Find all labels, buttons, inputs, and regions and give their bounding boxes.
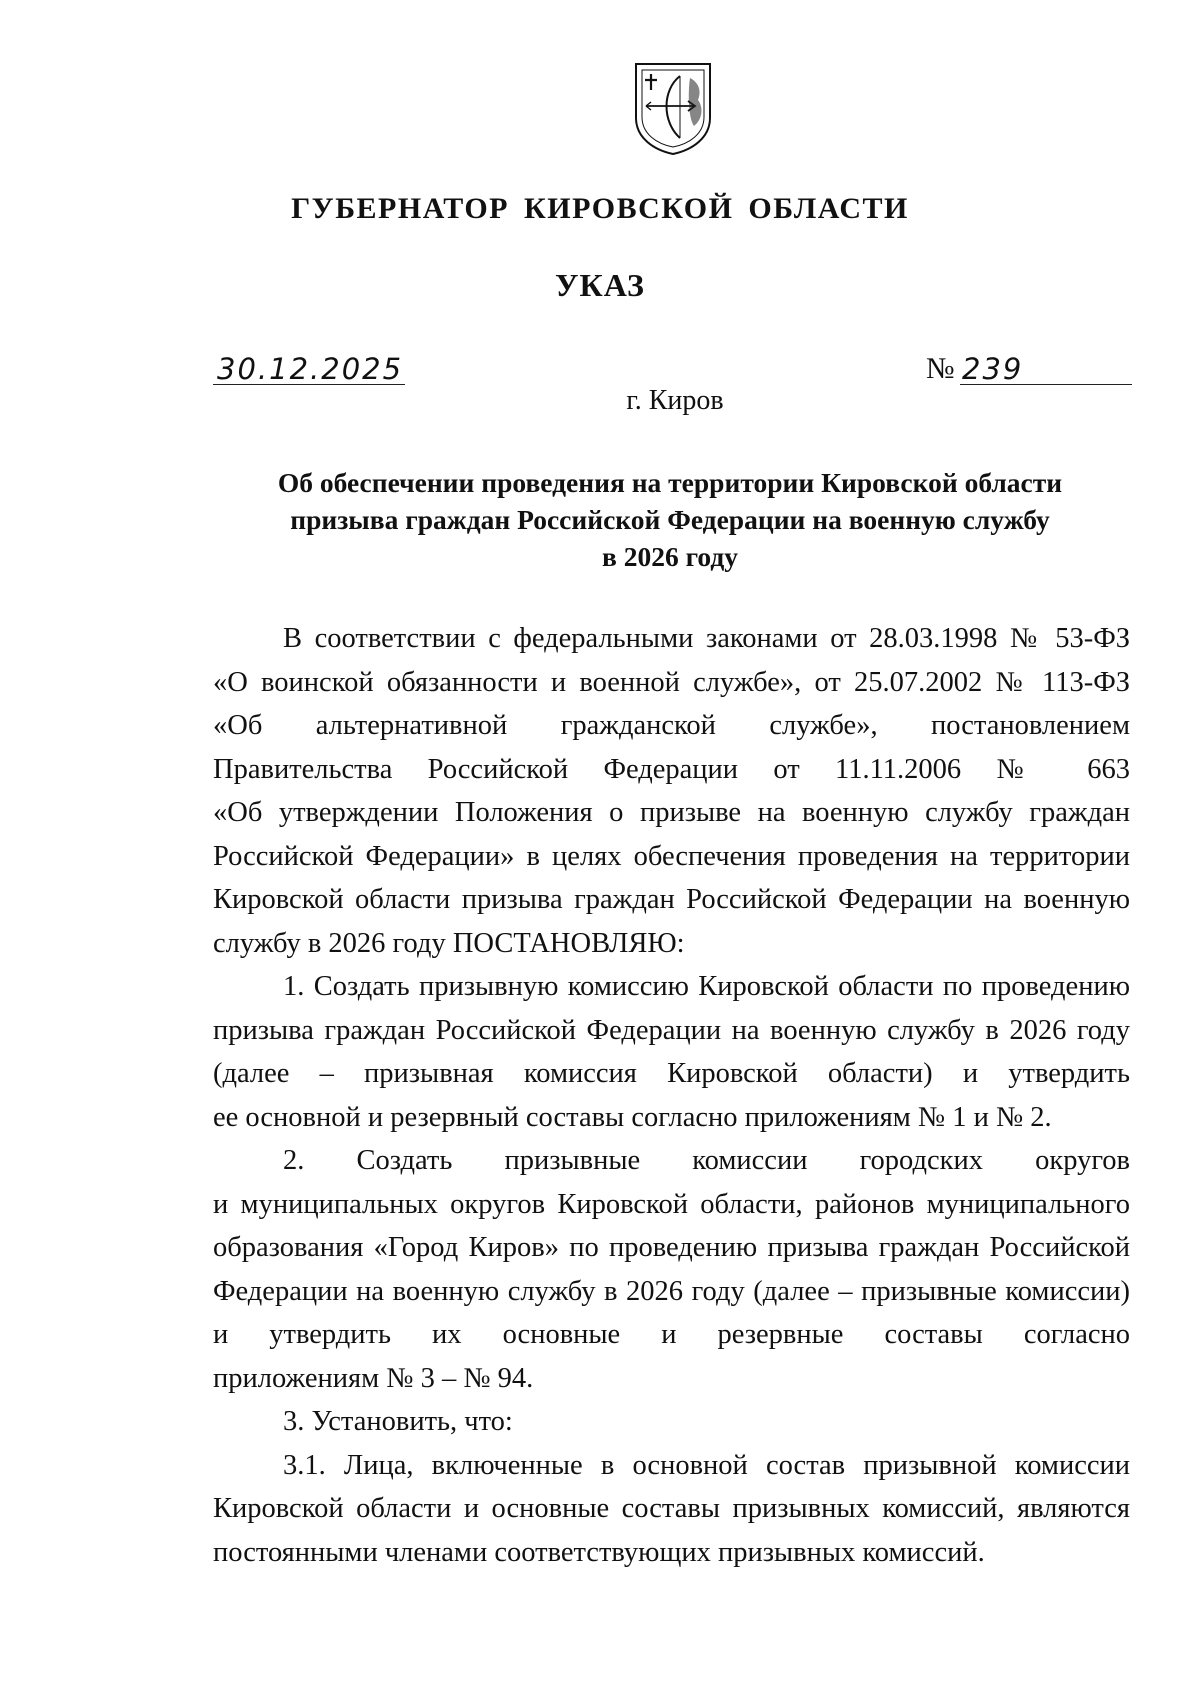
- text-line: Правительства Российской Федерации от 11.11.2006 № 663: [213, 753, 1130, 785]
- kirov-oblast-coat-of-arms-icon: [632, 60, 714, 156]
- clause-3: [213, 1400, 1130, 1444]
- text-line: (далее – призывная комиссия Кировской области) и утвердить: [213, 1058, 1130, 1089]
- text-line: «Об альтернативной гражданской службе», постановлением: [213, 710, 1130, 741]
- clause-3-1: [213, 1444, 1130, 1575]
- text-line: и муниципальных округов Кировской области, районов муниципального: [213, 1188, 1130, 1220]
- issuing-authority: ГУБЕРНАТОР КИРОВСКОЙ ОБЛАСТИ: [291, 192, 909, 225]
- text-line: 1. Создать призывную комиссию Кировской области по проведению: [283, 971, 1130, 1002]
- text-line: Федерации на военную службу в 2026 году (далее – призывные комиссии): [213, 1275, 1130, 1307]
- document-number: 239: [960, 354, 1132, 385]
- document-date: 30.12.2025: [213, 354, 405, 385]
- title-line: в 2026 году: [601, 541, 739, 572]
- text-line: «Об утверждении Положения о призыве на военную службу граждан: [213, 797, 1130, 828]
- text-line: «О воинской обязанности и военной службе», от 25.07.2002 № 113-ФЗ: [213, 666, 1130, 698]
- text-line: В соответствии с федеральными законами от 28.03.1998 № 53-ФЗ: [283, 623, 1130, 654]
- text-line: ее основной и резервный составы согласно приложениям № 1 и № 2.: [213, 1101, 1052, 1133]
- text-line: 2. Создать призывные комиссии городских округов: [283, 1145, 1130, 1176]
- clause-1: [213, 965, 1130, 1139]
- clause-2: [213, 1139, 1130, 1400]
- text-line: приложениям № 3 – № 94.: [213, 1362, 534, 1394]
- text-line: призыва граждан Российской Федерации на военную службу в 2026 году: [213, 1014, 1130, 1046]
- text-line: 3.1. Лица, включенные в основной состав призывной комиссии: [283, 1449, 1130, 1481]
- title-line: призыва граждан Российской Федерации на военную службу: [290, 504, 1050, 535]
- text-line: 3. Установить, что:: [283, 1406, 513, 1437]
- document-number-label: №: [926, 352, 955, 385]
- issue-city: г. Киров: [626, 385, 724, 416]
- text-line: службу в 2026 году ПОСТАНОВЛЯЮ:: [213, 927, 685, 959]
- decree-title: [200, 464, 1140, 575]
- decree-body: [213, 617, 1130, 1574]
- text-line: Российской Федерации» в целях обеспечения проведения на территории: [213, 840, 1130, 872]
- text-line: постоянными членами соответствующих призывных комиссий.: [213, 1536, 985, 1568]
- text-line: и утвердить их основные и резервные составы согласно: [213, 1319, 1130, 1350]
- preamble-paragraph: [213, 617, 1130, 965]
- text-line: Кировской области призыва граждан Российской Федерации на военную: [213, 884, 1130, 915]
- title-line: Об обеспечении проведения на территории Кировской области: [277, 467, 1063, 498]
- text-line: Кировской области и основные составы призывных комиссий, являются: [213, 1493, 1130, 1524]
- text-line: образования «Город Киров» по проведению призыва граждан Российской: [213, 1232, 1130, 1263]
- document-type: УКАЗ: [555, 267, 645, 303]
